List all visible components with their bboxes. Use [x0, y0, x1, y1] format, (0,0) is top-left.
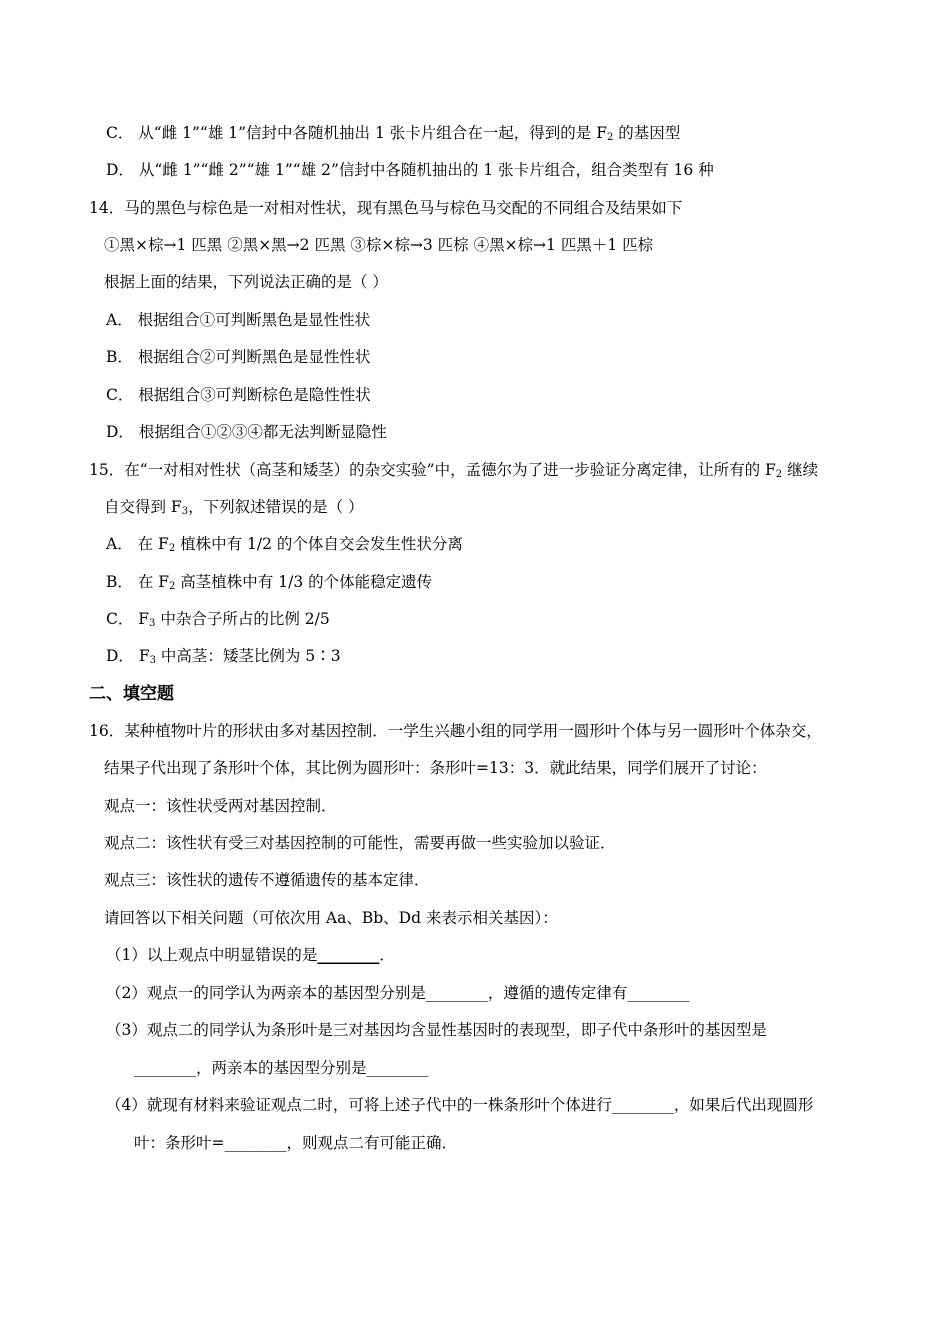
q14-combinations: ①黑×棕→1 匹黑 ②黑×黑→2 匹黑 ③棕×棕→3 匹棕 ④黑×棕→1 匹黑＋1 匹棕: [104, 236, 654, 254]
q16-part-2: （2）观点一的同学认为两亲本的基因型分别是________，遵循的遗传定律有________: [106, 984, 690, 1002]
q16-viewpoint-1: 观点一：该性状受两对基因控制．: [104, 797, 337, 815]
q14-question: 根据上面的结果，下列说法正确的是（ ）: [104, 273, 388, 291]
q16-stem-line1: 16．某种植物叶片的形状由多对基因控制．一学生兴趣小组的同学用一圆形叶个体与另一圆形叶个体杂交，: [89, 722, 822, 740]
q16-part-1: （1）以上观点中明显错误的是________．: [106, 945, 395, 964]
q16-part-3-line2: ________，两亲本的基因型分别是________: [134, 1059, 429, 1077]
q16-part-1-blank: ________: [317, 945, 380, 964]
q16-part-3-line1: （3）观点二的同学认为条形叶是三对基因均含显性基因时的表现型，即子代中条形叶的基因型是: [106, 1021, 767, 1039]
q16-viewpoint-3: 观点三：该性状的遗传不遵循遗传的基本定律．: [104, 871, 430, 889]
q16-stem-line2: 结果子代出现了条形叶个体，其比例为圆形叶：条形叶=13：3．就此结果，同学们展开了讨论：: [104, 759, 767, 777]
q15-option-a: A． 在 $F_2$ 植株中有 1/2 的个体自交会发生性状分离: [106, 535, 463, 554]
q14-stem: 14．马的黑色与棕色是一对相对性状，现有黑色马与棕色马交配的不同组合及结果如下: [89, 199, 683, 217]
q13-option-d: D． 从“雌 1”“雌 2”“雄 1”“雄 2”信封中各随机抽出的 1 张卡片组合，组合类型有 16 种: [106, 161, 714, 179]
q15-option-d: D． $F_3$ 中高茎：矮茎比例为 5∶3: [106, 647, 341, 666]
q14-option-c: C． 根据组合③可判断棕色是隐性性状: [106, 386, 371, 404]
q16-instruction: 请回答以下相关问题（可依次用 Aa、Bb、Dd 来表示相关基因）：: [104, 909, 558, 927]
q15-stem-line2: 自交得到 $F_3$，下列叙述错误的是（ ）: [104, 498, 364, 517]
q16-part-4-line2: 叶：条形叶=________，则观点二有可能正确．: [134, 1134, 457, 1152]
q14-option-a: A． 根据组合①可判断黑色是显性性状: [106, 311, 371, 329]
q15-option-b: B． 在 $F_2$ 高茎植株中有 1/3 的个体能稳定遗传: [106, 573, 433, 592]
q14-option-d: D． 根据组合①②③④都无法判断显隐性: [106, 423, 387, 441]
q13-option-c: C． 从“雌 1”“雄 1”信封中各随机抽出 1 张卡片组合在一起，得到的是 $F_2$ 的基因型: [106, 124, 681, 143]
q15-stem-line1: 15．在“一对相对性状（高茎和矮茎）的杂交实验”中，孟德尔为了进一步验证分离定律，让所有的 $F_2$ 继续: [89, 461, 819, 480]
q16-viewpoint-2: 观点二：该性状有受三对基因控制的可能性，需要再做一些实验加以验证．: [104, 834, 616, 852]
section-heading: 二、填空题: [89, 684, 174, 704]
q16-part-4-line1: （4）就现有材料来验证观点二时，可将上述子代中的一株条形叶个体进行________，如果后代出现圆形: [106, 1096, 814, 1114]
q15-option-c: C． $F_3$ 中杂合子所占的比例 2/5: [106, 610, 330, 629]
q14-option-b: B． 根据组合②可判断黑色是显性性状: [106, 348, 371, 366]
